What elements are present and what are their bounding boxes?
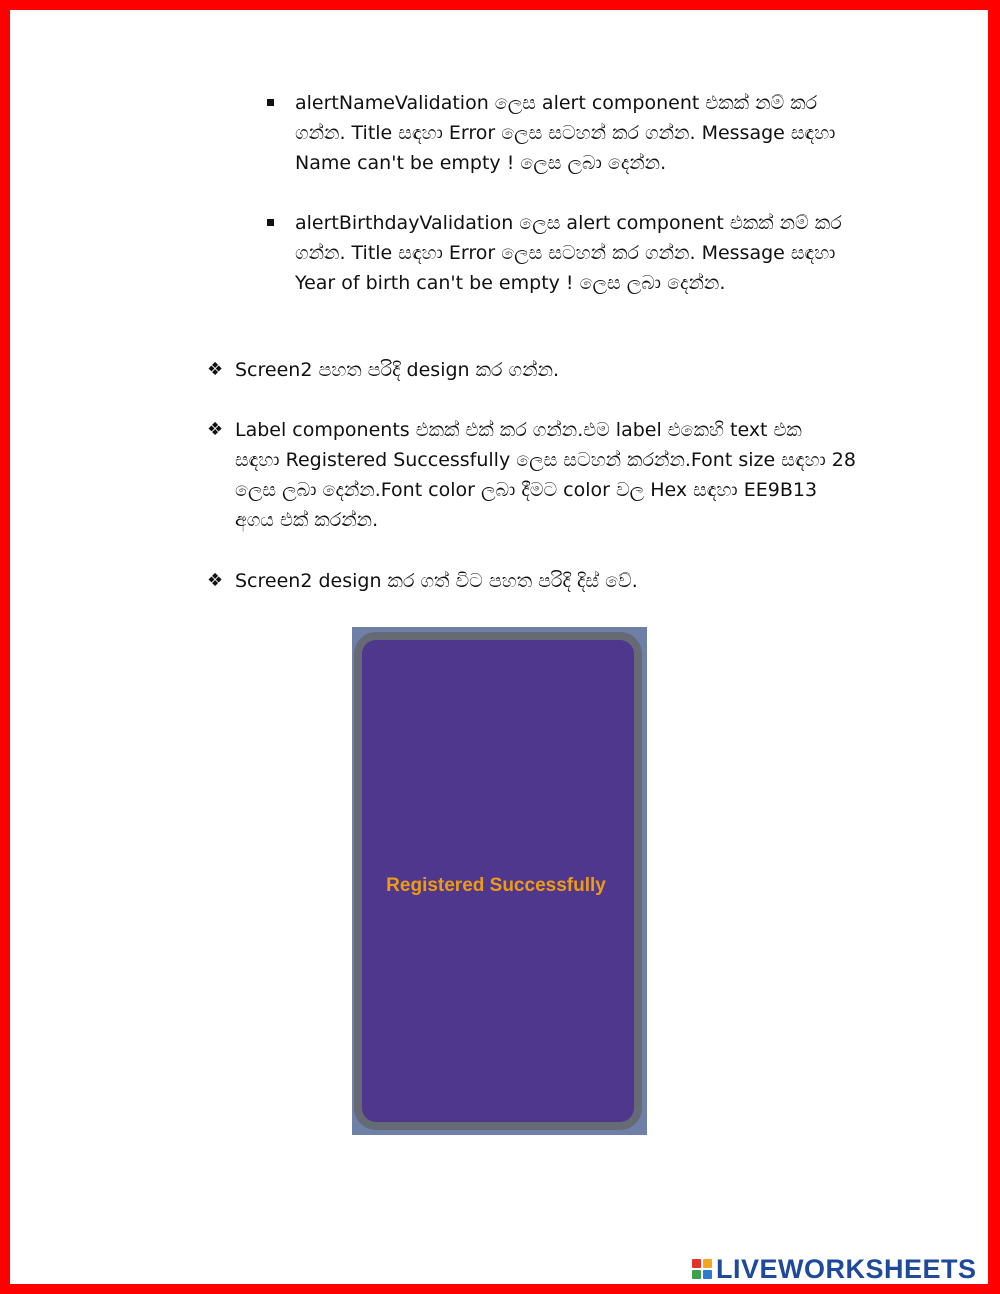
text-line: අගය එක් කරන්න. — [235, 509, 379, 531]
phone-preview-image — [352, 627, 647, 1135]
diamond-bullet-icon: ❖ — [207, 359, 224, 380]
diamond-bullet-icon: ❖ — [207, 570, 224, 591]
text-line: alertNameValidation ලෙස alert component එකක් නම් කර — [295, 92, 818, 114]
liveworksheets-logo — [692, 1254, 977, 1284]
brand-name: LIVEWORKSHEETS — [716, 1253, 977, 1284]
phone-frame — [354, 632, 642, 1130]
text-line: Screen2 පහත පරිදි design කර ගන්න. — [235, 359, 560, 381]
text-line: alertBirthdayValidation ලෙස alert component එකක් නම් කර — [295, 212, 842, 234]
square-bullet-icon — [267, 219, 274, 226]
bullet-label-component — [207, 415, 856, 535]
text-line: Year of birth can't be empty ! ලෙස ලබා දෙන්න. — [295, 272, 726, 294]
text-line: Name can't be empty ! ලෙස ලබා දෙන්න. — [295, 152, 667, 174]
sub-bullet-alert-birthday — [295, 208, 842, 298]
text-line: Screen2 design කර ගත් විට පහත පරිදි දිස් වේ. — [235, 570, 638, 592]
text-line: ගන්න. Title සඳහා Error ලෙස සටහන් කර ගන්න. Message සඳහා — [295, 122, 836, 144]
text-line: Label components එකක් එක් කර ගන්න.එම label එකෙහි text එක — [235, 419, 802, 441]
square-bullet-icon — [267, 99, 274, 106]
phone-screen — [362, 640, 634, 1122]
liveworksheets-logo-icon — [692, 1259, 712, 1279]
bullet-screen2-design — [207, 355, 560, 385]
diamond-bullet-icon: ❖ — [207, 419, 224, 440]
registered-successfully-label: Registered Successfully — [386, 875, 606, 896]
text-line: ගන්න. Title සඳහා Error ලෙස සටහන් කර ගන්න. Message සඳහා — [295, 242, 836, 264]
bullet-screen2-result — [207, 566, 638, 596]
text-line: ලෙස ලබා දෙන්න.Font color ලබා දීමට color වල Hex සඳහා EE9B13 — [235, 479, 818, 501]
sub-bullet-alert-name — [295, 88, 835, 178]
text-line: සඳහා Registered Successfully ලෙස සටහන් කරන්න.Font size සඳහා 28 — [235, 449, 856, 471]
